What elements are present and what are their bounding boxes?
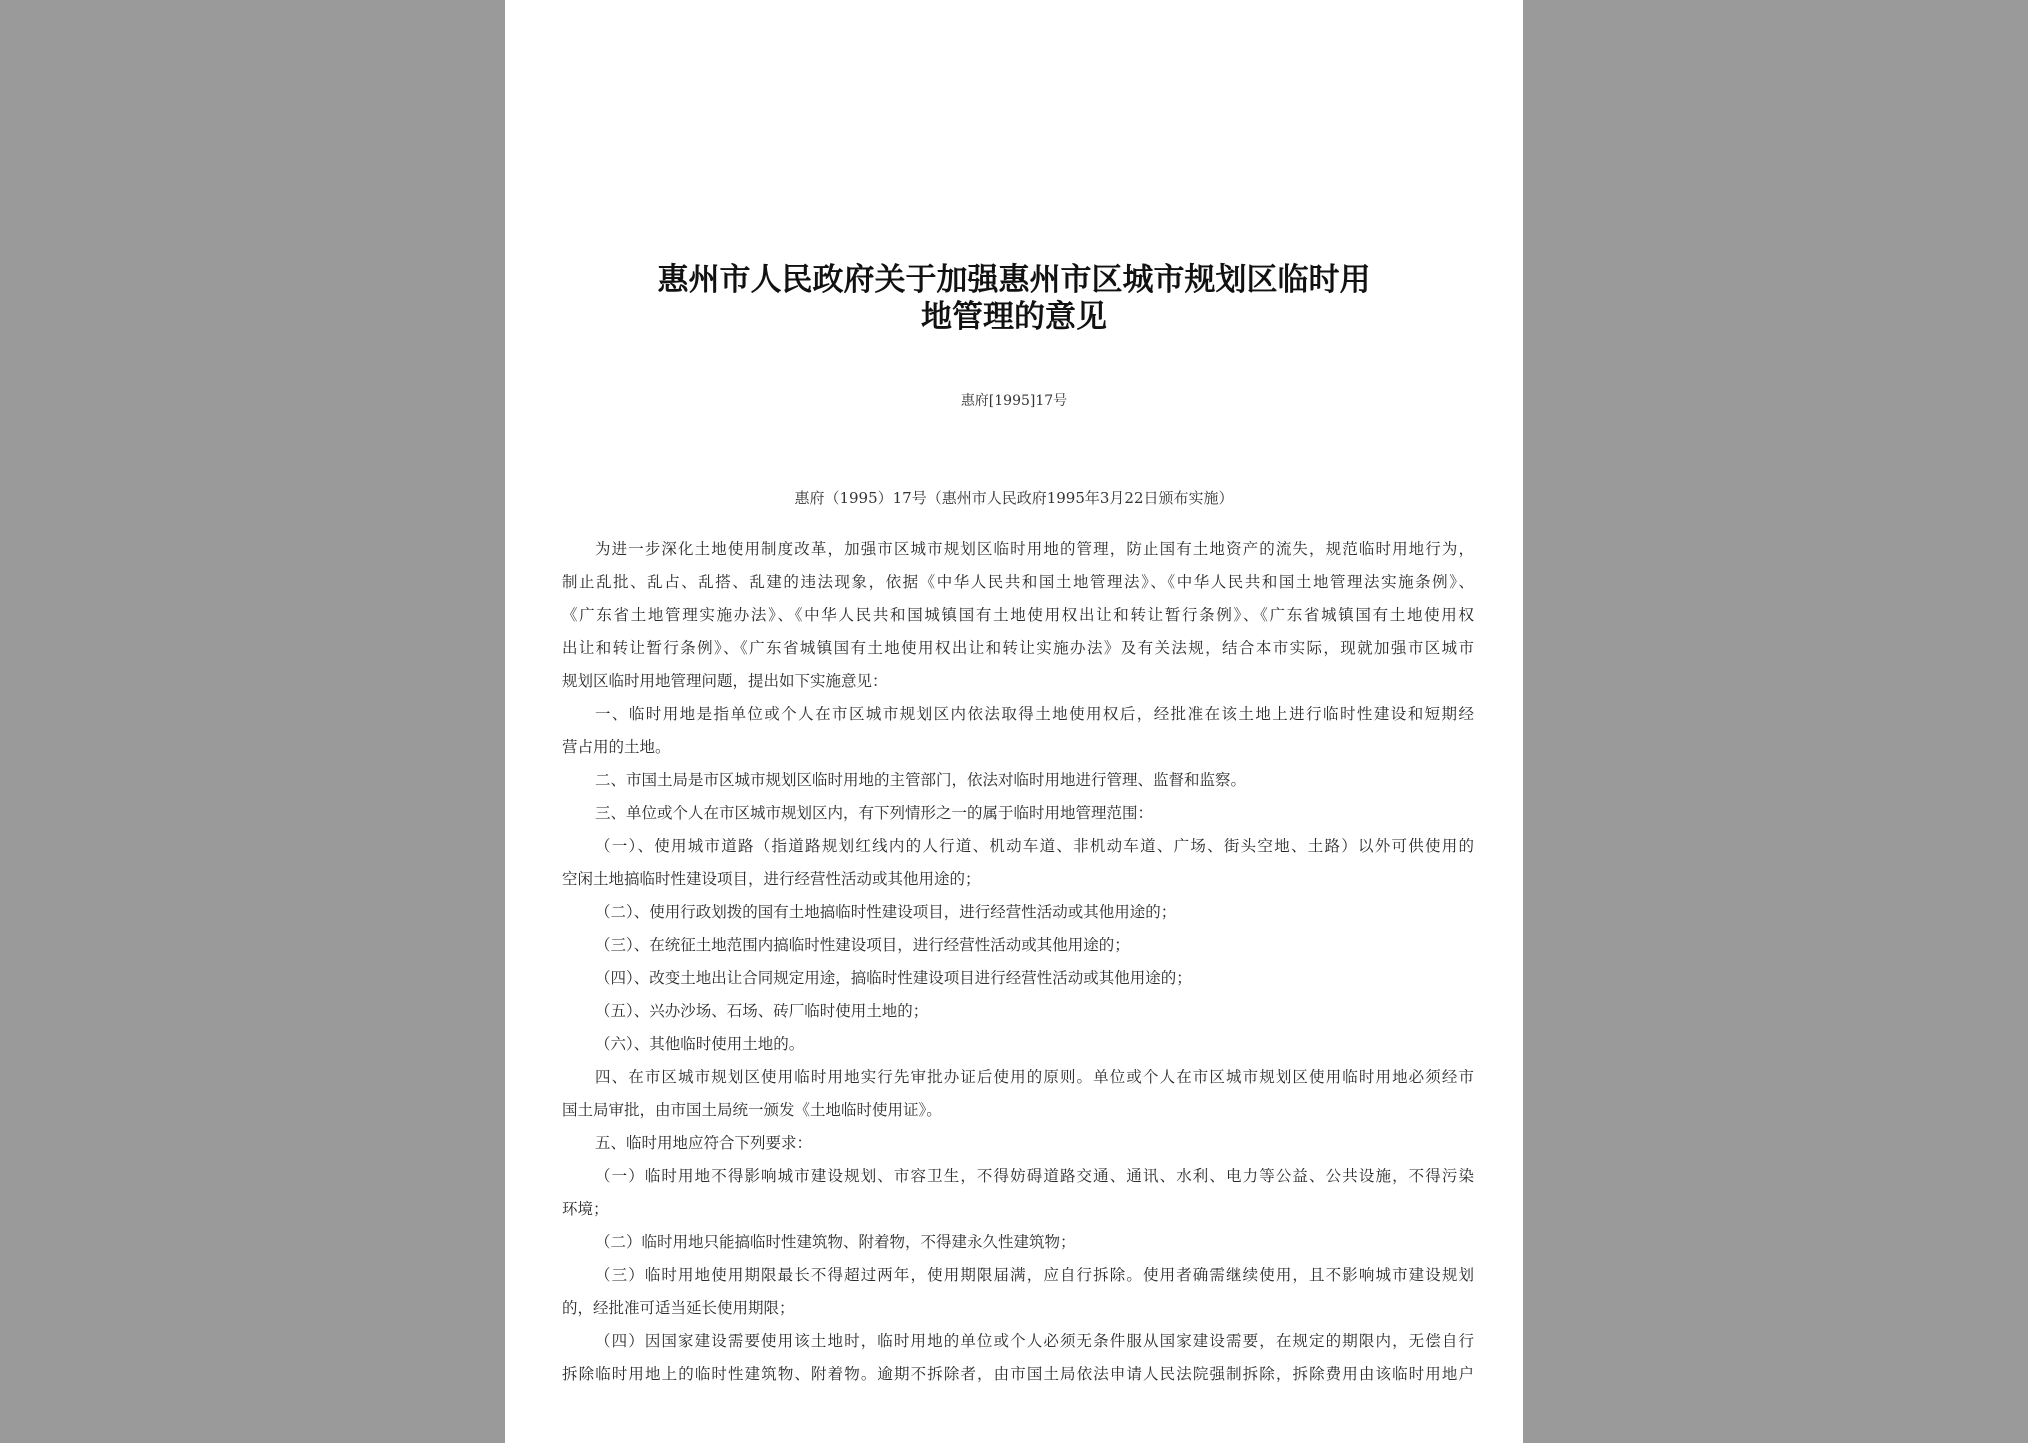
document-page <box>505 0 1523 1443</box>
body-line: （二）临时用地只能搞临时性建筑物、附着物，不得建永久性建筑物； <box>595 1233 1076 1251</box>
body-line: （三）临时用地使用期限最长不得超过两年，使用期限届满，应自行拆除。使用者确需继续使用，且不影响城市建设规划 <box>595 1266 1474 1284</box>
document-title <box>545 262 1483 336</box>
body-line: 的，经批准可适当延长使用期限； <box>562 1299 795 1317</box>
body-line: （二）、使用行政划拨的国有土地搞临时性建设项目，进行经营性活动或其他用途的； <box>595 903 1177 921</box>
body-line: 一、临时用地是指单位或个人在市区城市规划区内依法取得土地使用权后，经批准在该土地上进行临时性建设和短期经 <box>595 705 1474 723</box>
body-line: 为进一步深化土地使用制度改革，加强市区城市规划区临时用地的管理，防止国有土地资产的流失，规范临时用地行为， <box>595 540 1474 558</box>
promulgation-note: 惠府（1995）17号（惠州市人民政府1995年3月22日颁布实施） <box>794 489 1234 507</box>
body-line: 环境； <box>562 1200 609 1218</box>
document-number: 惠府[1995]17号 <box>960 393 1068 409</box>
body-line: 《广东省土地管理实施办法》、《中华人民共和国城镇国有土地使用权出让和转让暂行条例》、《广东省城镇国有土地使用权 <box>562 606 1474 624</box>
body-line: 拆除临时用地上的临时性建筑物、附着物。逾期不拆除者，由市国土局依法申请人民法院强制拆除，拆除费用由该临时用地户 <box>562 1365 1474 1383</box>
body-line: （三）、在统征土地范围内搞临时性建设项目，进行经营性活动或其他用途的； <box>595 936 1130 954</box>
body-line: （四）因国家建设需要使用该土地时，临时用地的单位或个人必须无条件服从国家建设需要，在规定的期限内，无偿自行 <box>595 1332 1474 1350</box>
body-line: 出让和转让暂行条例》、《广东省城镇国有土地使用权出让和转让实施办法》及有关法规，结合本市实际，现就加强市区城市 <box>562 639 1474 657</box>
body-line: （一）临时用地不得影响城市建设规划、市容卫生，不得妨碍道路交通、通讯、水利、电力等公益、公共设施，不得污染 <box>595 1167 1474 1185</box>
body-line: 规划区临时用地管理问题，提出如下实施意见： <box>562 672 888 690</box>
title-line-2: 地管理的意见 <box>921 299 1107 335</box>
body-line: 空闲土地搞临时性建设项目，进行经营性活动或其他用途的； <box>562 870 981 888</box>
body-line: 国土局审批，由市国土局统一颁发《土地临时使用证》。 <box>562 1101 942 1119</box>
body-line: （四）、改变土地出让合同规定用途，搞临时性建设项目进行经营性活动或其他用途的； <box>595 969 1192 987</box>
body-line: 二、市国土局是市区城市规划区临时用地的主管部门，依法对临时用地进行管理、监督和监察。 <box>595 771 1247 789</box>
body-line: （六）、其他临时使用土地的。 <box>595 1035 805 1053</box>
body-line: 制止乱批、乱占、乱搭、乱建的违法现象，依据《中华人民共和国土地管理法》、《中华人民共和国土地管理法实施条例》、 <box>562 573 1474 591</box>
body-line: 五、临时用地应符合下列要求： <box>595 1134 813 1152</box>
body-line: （一）、使用城市道路（指道路规划红线内的人行道、机动车道、非机动车道、广场、街头空地、土路）以外可供使用的 <box>595 837 1474 855</box>
title-line-1: 惠州市人民政府关于加强惠州市区城市规划区临时用 <box>657 262 1371 298</box>
document-body <box>562 533 1474 1391</box>
body-line: 营占用的土地。 <box>562 738 671 756</box>
body-line: 四、在市区城市规划区使用临时用地实行先审批办证后使用的原则。单位或个人在市区城市规划区使用临时用地必须经市 <box>595 1068 1474 1086</box>
body-line: 三、单位或个人在市区城市规划区内，有下列情形之一的属于临时用地管理范围： <box>595 804 1154 822</box>
body-line: （五）、兴办沙场、石场、砖厂临时使用土地的； <box>595 1002 929 1020</box>
